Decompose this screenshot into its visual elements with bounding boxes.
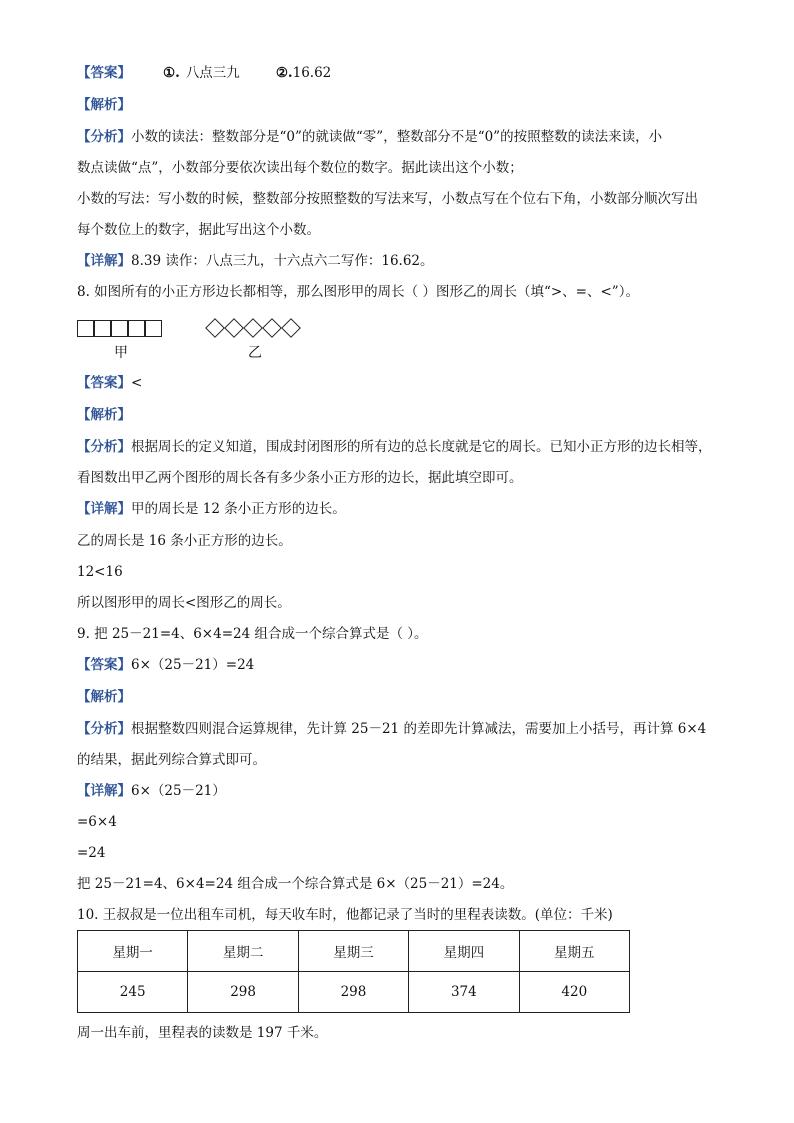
answer-tag: 【答案】	[77, 375, 131, 391]
q7-answer-line	[77, 64, 331, 82]
q7-fenxi-line-2: 数点读做“点”，小数部分要依次读出每个数位的数字。据此读出这个小数；	[77, 160, 523, 176]
xiangjie-text: 8.39 读作：八点三九，十六点六二写作：16.62。	[131, 253, 434, 269]
square-cell	[77, 320, 94, 337]
answer-value: 6×（25－21）=24	[131, 657, 255, 673]
table-cell: 245	[78, 972, 188, 1013]
q8-analysis-heading	[77, 406, 131, 424]
q8-answer-line	[77, 374, 142, 392]
q9-analysis-heading	[77, 688, 131, 706]
analysis-tag: 【解析】	[77, 689, 131, 705]
answer-item1-mark: ①.	[163, 65, 180, 81]
square-cell	[145, 320, 162, 337]
q7-fenxi-line-4: 每个数位上的数字，据此写出这个小数。	[77, 222, 320, 238]
q9-question: 9. 把 25－21=4、6×4=24 组合成一个综合算式是（ ）。	[77, 626, 428, 642]
fenxi-text: 根据周长的定义知道，围成封闭图形的所有边的总长度就是它的周长。已知小正方形的边长相等，	[131, 439, 712, 455]
q7-fenxi-line-1	[77, 128, 662, 146]
q9-fenxi-line-2: 的结果，据此列综合算式即可。	[77, 752, 266, 768]
q9-xiangjie-line-2: =6×4	[77, 814, 117, 830]
diamond-cell	[262, 318, 282, 338]
answer-item1: 八点三九	[185, 65, 240, 81]
diamond-cell	[224, 318, 244, 338]
xiangjie-tag: 【详解】	[77, 783, 131, 799]
figure-label-yi: 乙	[248, 345, 262, 361]
table-cell: 298	[188, 972, 298, 1013]
table-header-cell: 星期四	[409, 931, 519, 972]
square-cell	[128, 320, 145, 337]
q8-xiangjie-line-2: 乙的周长是 16 条小正方形的边长。	[77, 533, 292, 549]
fenxi-tag: 【分析】	[77, 439, 131, 455]
answer-value: <	[131, 375, 143, 391]
q8-xiangjie-line-3: 12<16	[77, 564, 123, 580]
table-header-cell: 星期一	[78, 931, 188, 972]
answer-item2: 16.62	[292, 65, 332, 81]
q9-xiangjie-line-3: =24	[77, 845, 106, 861]
q7-xiangjie-line	[77, 252, 434, 270]
q8-fenxi-line-2: 看图数出甲乙两个图形的周长各有多少条小正方形的边长，据此填空即可。	[77, 470, 523, 486]
q7-analysis-heading	[77, 96, 131, 114]
answer-tag: 【答案】	[77, 65, 131, 81]
table-cell: 420	[519, 972, 629, 1013]
analysis-tag: 【解析】	[77, 97, 131, 113]
xiangjie-tag: 【详解】	[77, 501, 131, 517]
fenxi-text: 根据整数四则混合运算规律，先计算 25－21 的差即先计算减法，需要加上小括号，再计算 6×4	[131, 721, 707, 737]
answer-tag: 【答案】	[77, 657, 131, 673]
q7-fenxi-line-3: 小数的写法：写小数的时候，整数部分按照整数的写法来写，小数点写在个位右下角，小数部分顺次写出	[77, 191, 698, 207]
q8-question: 8. 如图所有的小正方形边长都相等，那么图形甲的周长（ ）图形乙的周长（填“>、=、<”）。	[77, 284, 639, 300]
q8-xiangjie-line-4: 所以图形甲的周长<图形乙的周长。	[77, 595, 291, 611]
q9-xiangjie-line-1	[77, 782, 226, 800]
q8-fenxi-line-1	[77, 438, 712, 456]
table-cell: 374	[409, 972, 519, 1013]
diamond-cell	[281, 318, 301, 338]
xiangjie-text: 甲的周长是 12 条小正方形的边长。	[131, 501, 346, 517]
q9-fenxi-line-1	[77, 720, 706, 738]
q10-note: 周一出车前，里程表的读数是 197 千米。	[77, 1025, 328, 1041]
table-row	[78, 972, 630, 1013]
xiangjie-text: 6×（25－21）	[131, 783, 226, 799]
analysis-tag: 【解析】	[77, 407, 131, 423]
square-cell	[111, 320, 128, 337]
xiangjie-tag: 【详解】	[77, 253, 131, 269]
fenxi-text: 小数的读法：整数部分是“0”的就读做“零”，整数部分不是“0”的按照整数的读法来读，小	[131, 129, 663, 145]
fenxi-tag: 【分析】	[77, 721, 131, 737]
q9-xiangjie-line-4: 把 25－21=4、6×4=24 组合成一个综合算式是 6×（25－21）=24。	[77, 876, 514, 892]
table-header-cell: 星期三	[298, 931, 408, 972]
diamond-cell	[243, 318, 263, 338]
q8-xiangjie-line-1	[77, 500, 346, 518]
mileage-table	[77, 930, 630, 1013]
table-header-cell: 星期五	[519, 931, 629, 972]
q10-question: 10. 王叔叔是一位出租车司机，每天收车时，他都记录了当时的里程表读数。(单位：千米)	[77, 907, 613, 923]
table-cell: 298	[298, 972, 408, 1013]
square-cell	[94, 320, 111, 337]
answer-item2-mark: ②.	[275, 65, 293, 81]
fenxi-tag: 【分析】	[77, 129, 131, 145]
table-header-cell: 星期二	[188, 931, 298, 972]
table-header-row	[78, 931, 630, 972]
diamond-cell	[205, 318, 225, 338]
figure-label-jia: 甲	[114, 345, 128, 361]
q9-answer-line	[77, 656, 254, 674]
